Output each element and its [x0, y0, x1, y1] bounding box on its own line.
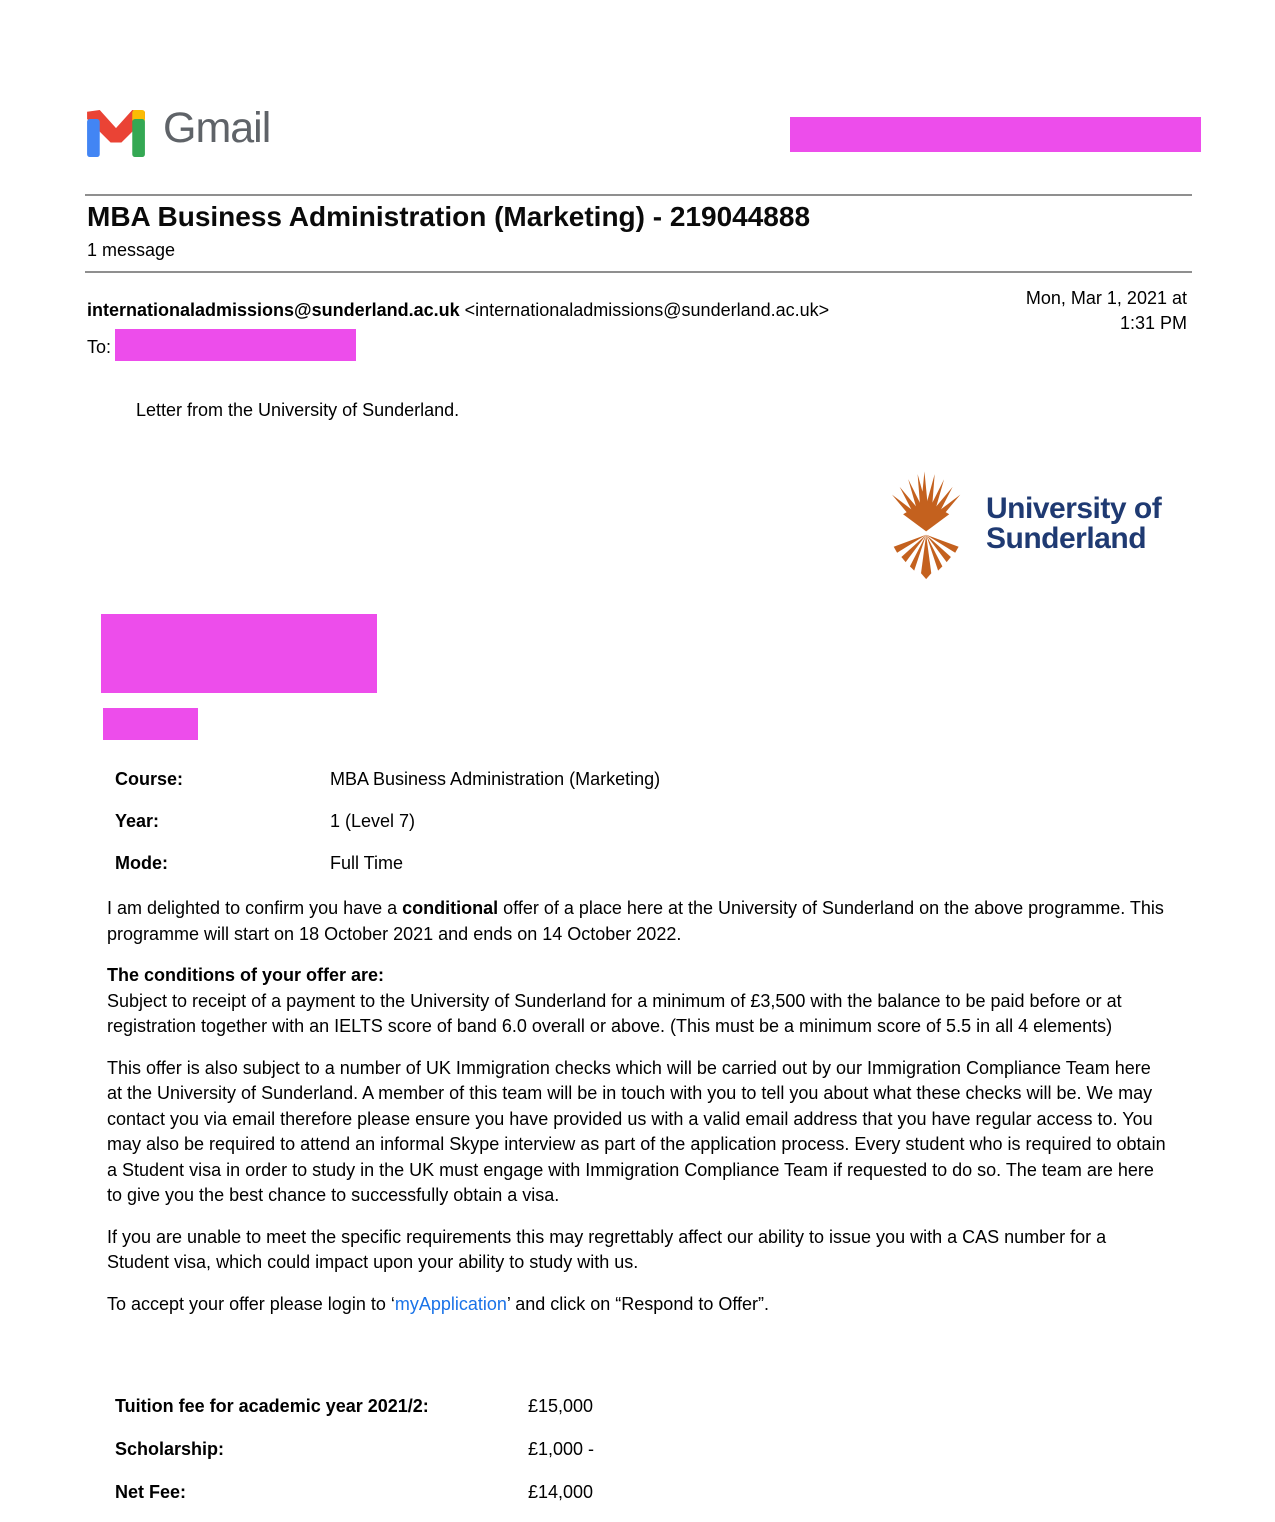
email-body — [107, 896, 1169, 1333]
fee-table — [115, 1397, 594, 1522]
mode-label: Mode: — [115, 853, 168, 873]
gmail-wordmark: Gmail — [163, 104, 271, 152]
table-row — [115, 854, 660, 872]
mode-value: Full Time — [330, 853, 404, 873]
net-fee-value: £14,000 — [528, 1482, 594, 1502]
scholarship-value: £1,000 - — [528, 1439, 595, 1459]
table-row — [115, 770, 660, 788]
conditional-bold: conditional — [402, 898, 499, 918]
table-row — [115, 1440, 594, 1459]
scholarship-label: Scholarship: — [115, 1439, 225, 1459]
accept-paragraph — [107, 1292, 1169, 1318]
cas-paragraph: If you are unable to meet the specific requirements this may regrettably affect our ability to issue you with a CAS number for a Student visa, which could impact upon your ability to study with us. — [107, 1226, 1107, 1272]
conditions-heading: The conditions of your offer are: — [107, 965, 385, 985]
tuition-fee-value: £15,000 — [528, 1396, 594, 1416]
table-row — [115, 1397, 594, 1416]
sender-email-bold: internationaladmissions@sunderland.ac.uk — [87, 300, 460, 320]
course-value: MBA Business Administration (Marketing) — [330, 769, 661, 789]
university-logo-line2: Sunderland — [986, 522, 1147, 555]
accept-paragraph-text: To accept your offer please login to ‘ — [107, 1293, 395, 1314]
university-logo-line1: University of — [986, 492, 1162, 525]
sender-line — [87, 300, 829, 321]
intro-line: Letter from the University of Sunderland. — [136, 400, 460, 420]
gmail-m-icon — [87, 110, 145, 157]
tuition-fee-label: Tuition fee for academic year 2021/2: — [115, 1396, 429, 1416]
redaction-box-recipient — [115, 329, 356, 361]
myapplication-link[interactable]: myApplication — [394, 1293, 507, 1314]
conditions-body: Subject to receipt of a payment to the University of Sunderland for a minimum of £3,500 with the balance to be paid before or at registration together with an IELTS score of band 6.0 overall or above. (This must be a minimum score of 5.5 in all 4 elements) — [107, 990, 1122, 1036]
offer-paragraph-tail: offer of a place here at the University of Sunderland on the above programme. This programme will start on 18 October 2021 and ends on 14 October 2022. — [107, 898, 1164, 944]
table-row — [115, 1483, 594, 1502]
redaction-box-reference — [103, 708, 198, 740]
offer-paragraph-text: I am delighted to confirm you have a — [107, 898, 403, 918]
university-logo-wordmark — [986, 494, 1161, 554]
redaction-box-address — [101, 614, 377, 693]
accept-paragraph-tail: ’ and click on “Respond to Offer”. — [506, 1293, 770, 1314]
sunderland-starburst-icon — [886, 461, 968, 588]
course-label: Course: — [115, 769, 184, 789]
redaction-box-header — [790, 117, 1201, 152]
year-value: 1 (Level 7) — [330, 811, 416, 831]
immigration-paragraph: This offer is also subject to a number of UK Immigration checks which will be carried out by our Immigration Compliance Team here at the University of Sunderland. A member of this team will be in touch with you to tell you about what these checks will be. We may contact you via email therefore please ensure you have provided us with a valid email address that you have regular access to. You may also be required to attend an informal Skype interview as part of the application process. Every student who is required to obtain a Student visa in order to study in the UK must engage with Immigration Compliance Team if requested to do so. The team are here to give you the best chance to successfully obtain a visa. — [107, 1057, 1166, 1205]
to-label: To: — [87, 337, 112, 357]
email-date-line1: Mon, Mar 1, 2021 at — [1025, 288, 1187, 308]
email-date — [1026, 286, 1187, 336]
net-fee-label: Net Fee: — [115, 1482, 187, 1502]
year-label: Year: — [115, 811, 160, 831]
sender-email-bracketed: <internationaladmissions@sunderland.ac.uk> — [464, 300, 830, 320]
table-row — [115, 812, 660, 830]
email-subject: MBA Business Administration (Marketing) - 219044888 — [87, 201, 811, 232]
email-time: 1:31 PM — [1119, 313, 1187, 333]
offer-paragraph — [107, 896, 1169, 947]
divider-subject — [85, 271, 1192, 273]
message-count: 1 message — [87, 240, 176, 260]
conditions-paragraph — [107, 963, 1169, 1040]
divider-top — [85, 194, 1192, 196]
course-table — [115, 770, 660, 896]
